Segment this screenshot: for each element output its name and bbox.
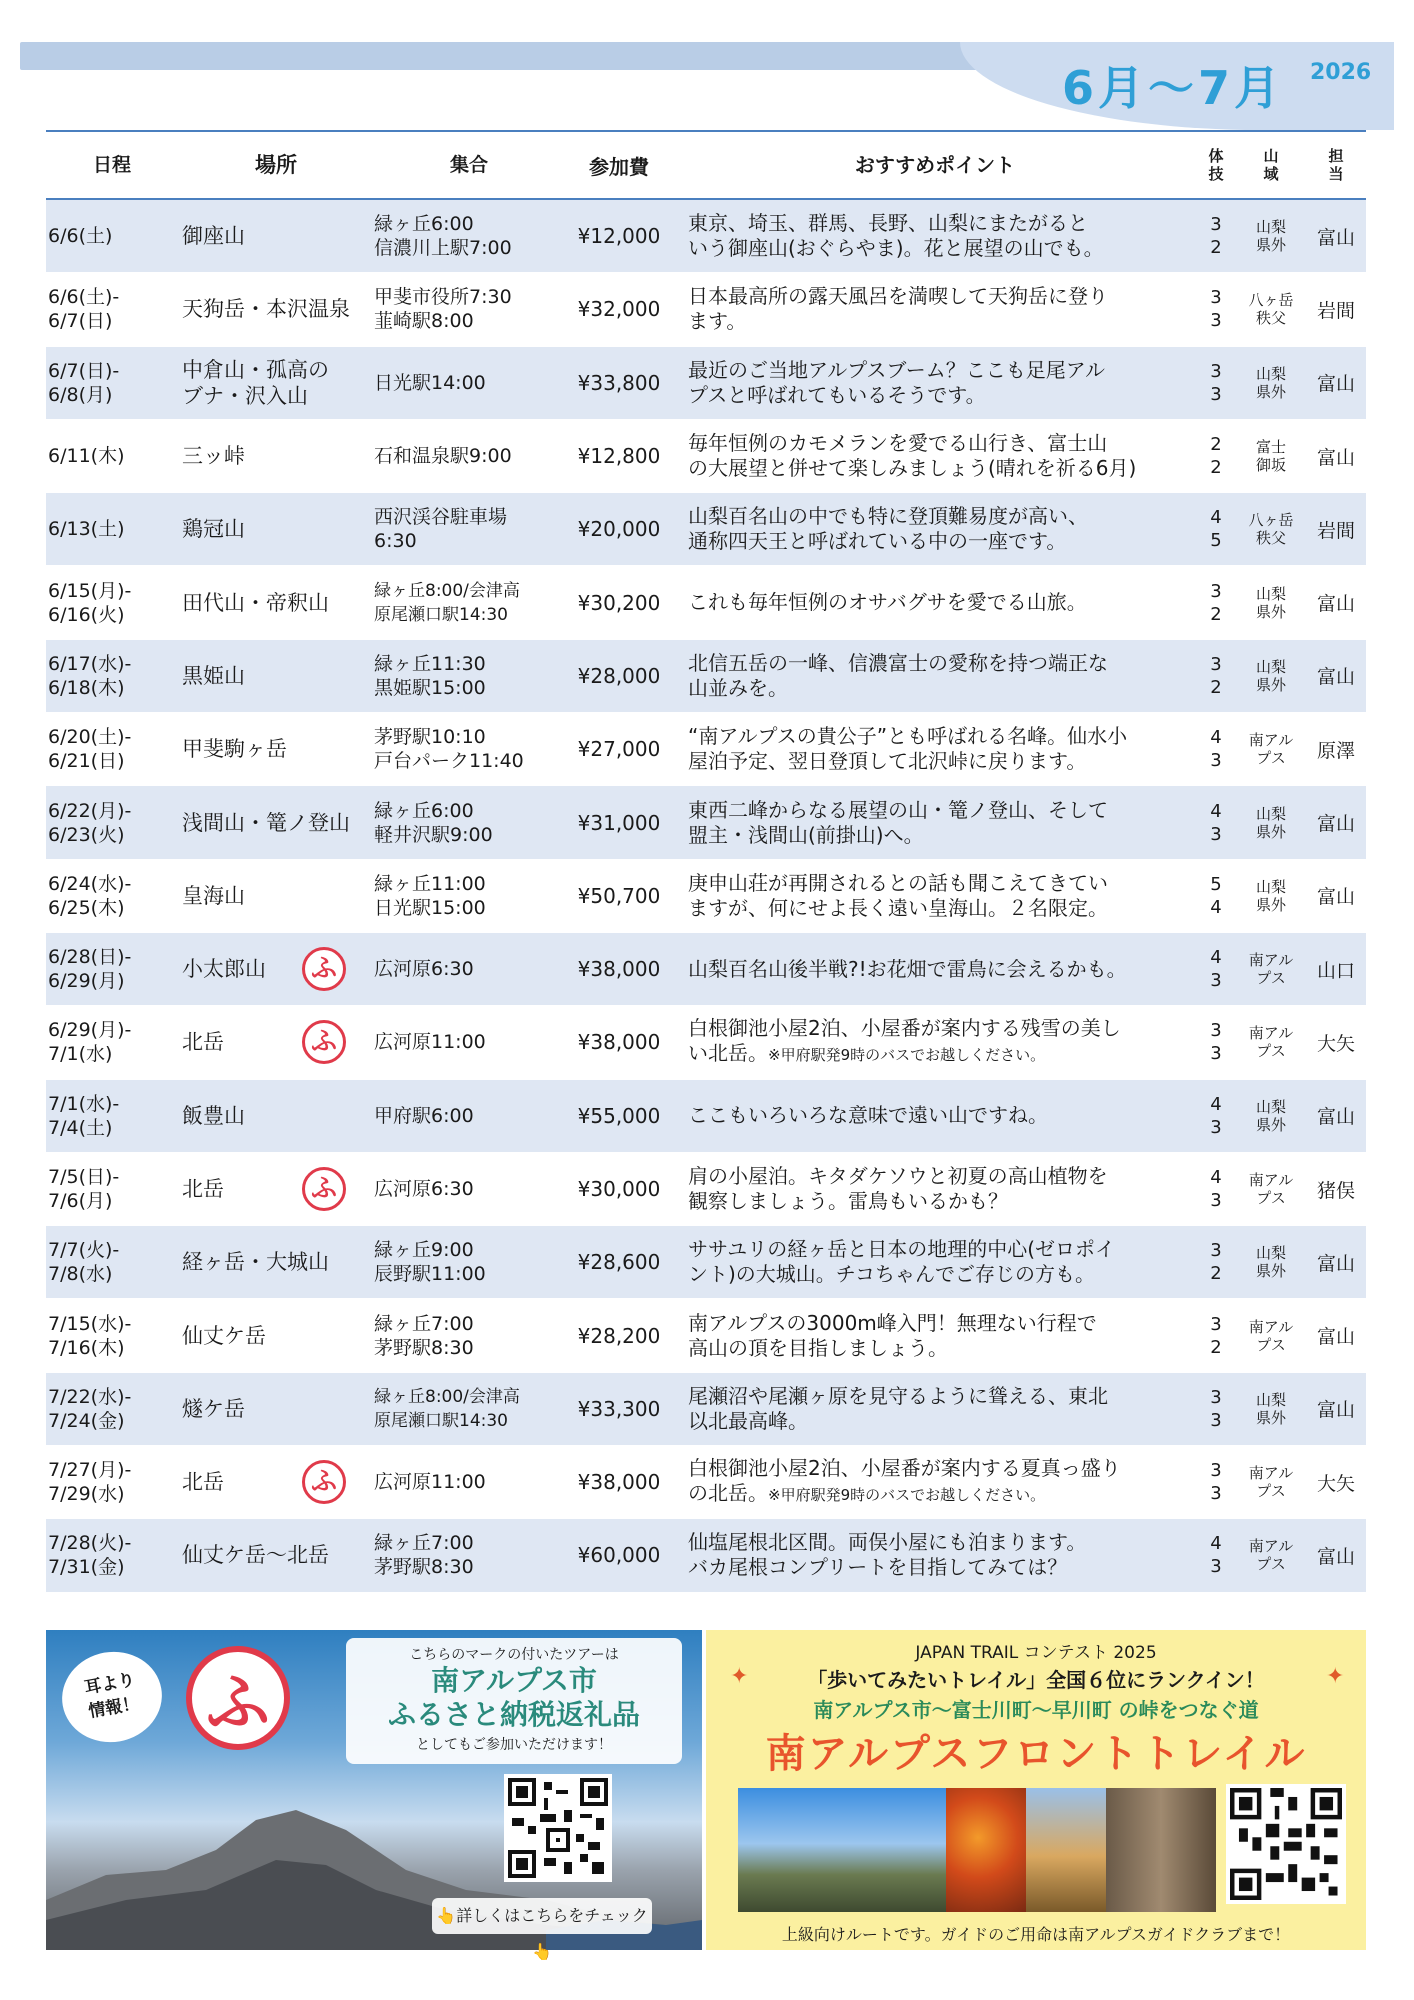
cell-meet: 広河原11:00 (374, 1471, 486, 1494)
cell-place (178, 566, 374, 638)
table-row (46, 347, 1366, 420)
cell-fee: ¥20,000 (577, 517, 661, 542)
cell-fee: ¥38,000 (577, 1470, 661, 1495)
table-row (46, 860, 1366, 933)
cell-fee: ¥28,600 (577, 1250, 661, 1275)
cell-difficulty: 3 3 (1210, 360, 1222, 405)
table-row (46, 640, 1366, 713)
trail-photo-autumn (946, 1788, 1026, 1912)
trail-footer: 上級向けルートです。ガイドのご用命は南アルプスガイドクラブまで！ (781, 1925, 1291, 1944)
cell-difficulty: 4 5 (1210, 507, 1222, 552)
cell-point: 南アルプスの3000m峰入門！無理ない行程で 高山の頂を目指しましょう。 (688, 1310, 1097, 1360)
place-name: 黒姫山 (182, 663, 245, 688)
cell-point: ここもいろいろな意味で遠い山ですね。 (688, 1103, 1048, 1128)
place-name: 北岳 (182, 1177, 224, 1201)
cell-staff: 山口 (1316, 959, 1355, 982)
place-name: 飯豊山 (182, 1103, 245, 1128)
table-row (46, 1299, 1366, 1372)
cell-date: 6/28(日)- 6/29(月) (48, 946, 132, 993)
cell-difficulty: 3 3 (1210, 1020, 1222, 1065)
cell-place (178, 1446, 374, 1518)
place-name: 天狗岳・本沢温泉 (182, 297, 350, 322)
table-row (46, 566, 1366, 639)
cell-meet: 広河原11:00 (374, 1031, 486, 1054)
cell-fee: ¥60,000 (577, 1543, 661, 1568)
cell-area: 南アル プス (1248, 731, 1294, 768)
cell-place (178, 1519, 374, 1591)
cell-meet: 緑ヶ丘7:00 茅野駅8:30 (374, 1532, 474, 1579)
cell-place (178, 1299, 374, 1371)
cell-point: 山梨百名山の中でも特に登頂難易度が高い、 通称四天王と呼ばれている中の一座です。 (688, 504, 1088, 554)
col-place: 場所 (255, 153, 297, 177)
cell-difficulty: 2 2 (1210, 434, 1222, 479)
cell-fee: ¥30,200 (577, 590, 661, 615)
qr-icon (508, 1778, 608, 1878)
col-meet: 集合 (449, 154, 488, 176)
cell-meet: 西沢渓谷駐車場 6:30 (374, 506, 508, 553)
cell-point: 山梨百名山後半戦?!お花畑で雷鳥に会えるかも。 (688, 956, 1127, 981)
cell-date: 7/7(火)- 7/8(水) (48, 1239, 120, 1286)
year-label: 2026 (1310, 60, 1372, 85)
furusato-text-box (346, 1638, 682, 1764)
cell-staff: 富山 (1316, 1326, 1355, 1349)
cell-area: 山梨 県外 (1255, 584, 1286, 621)
cell-place (178, 347, 374, 419)
cell-staff: 猪俣 (1316, 1179, 1355, 1202)
cell-point: 東京、埼玉、群馬、長野、山梨にまたがると いう御座山(おぐらやま)。花と展望の山でも。 (688, 211, 1104, 261)
cell-staff: 富山 (1316, 1252, 1355, 1275)
info-bubble: 耳より 情報！ (55, 1644, 169, 1750)
col-date: 日程 (92, 154, 131, 176)
cell-area: 八ヶ岳 秩父 (1248, 291, 1294, 328)
cell-date: 7/28(火)- 7/31(金) (48, 1532, 132, 1579)
cell-point: ササユリの経ヶ岳と日本の地理的中心(ゼロポイ ント)の大城山。チコちゃんでご存じの方も。 (688, 1237, 1116, 1287)
cell-place (178, 786, 374, 858)
cell-place (178, 420, 374, 492)
point-note: ※甲府駅発9時のバスでお越しください。 (768, 1046, 1046, 1065)
table-row (46, 1006, 1366, 1079)
cell-date: 6/6(土) (48, 225, 113, 248)
cell-area: 南アル プス (1248, 1024, 1294, 1061)
cell-point: 仙塩尾根北区間。両俣小屋にも泊まります。 バカ尾根コンプリートを目指してみては？ (688, 1530, 1087, 1580)
cell-meet: 緑ヶ丘8:00/会津高 原尾瀬口駅14:30 (374, 580, 520, 625)
schedule-table (46, 130, 1366, 1593)
cell-staff: 富山 (1316, 886, 1355, 909)
cell-meet: 緑ヶ丘7:00 茅野駅8:30 (374, 1312, 474, 1359)
cell-area: 山梨 県外 (1255, 657, 1286, 694)
col-area: 山 域 (1263, 147, 1279, 183)
month-title: 6月〜7月 (1062, 61, 1285, 115)
place-name: 鶏冠山 (182, 517, 245, 542)
cell-point: 北信五岳の一峰、信濃富士の愛称を持つ端正な 山並みを。 (688, 650, 1108, 700)
cell-place (178, 860, 374, 932)
cell-date: 6/11(木) (48, 445, 125, 468)
place-name: 燧ケ岳 (182, 1396, 245, 1421)
cell-staff: 富山 (1316, 226, 1355, 249)
table-row (46, 1080, 1366, 1153)
cell-difficulty: 3 2 (1210, 1240, 1222, 1285)
cell-area: 南アル プス (1248, 951, 1294, 988)
cell-place (178, 713, 374, 785)
table-row (46, 1226, 1366, 1299)
cell-fee: ¥33,300 (577, 1396, 661, 1421)
cell-staff: 富山 (1316, 373, 1355, 396)
cell-place (178, 1226, 374, 1298)
cell-meet: 緑ヶ丘9:00 辰野駅11:00 (374, 1239, 486, 1286)
cell-difficulty: 3 2 (1210, 1313, 1222, 1358)
cell-fee: ¥27,000 (577, 737, 661, 762)
cell-point: 白根御池小屋2泊、小屋番が案内する残雪の美し い北岳。※甲府駅発9時のバスでお越しください。 (688, 1016, 1121, 1066)
cell-place (178, 1080, 374, 1152)
cell-fee: ¥55,000 (577, 1103, 661, 1128)
cell-fee: ¥31,000 (577, 810, 661, 835)
cell-fee: ¥33,800 (577, 370, 661, 395)
point-note: ※甲府駅発9時のバスでお越しください。 (768, 1486, 1046, 1505)
party-popper-icon: ✦ (730, 1664, 749, 1689)
cell-point: 肩の小屋泊。キタダケソウと初夏の高山植物を 観察しましょう。雷鳥もいるかも？ (688, 1164, 1108, 1213)
cell-staff: 岩間 (1316, 519, 1355, 542)
place-name: 仙丈ケ岳 (182, 1323, 266, 1348)
cell-staff: 富山 (1316, 1106, 1355, 1129)
place-name: 甲斐駒ヶ岳 (182, 737, 287, 762)
table-body (46, 200, 1366, 1593)
cell-meet: 広河原6:30 (374, 1178, 474, 1200)
place-name: 北岳 (182, 1470, 224, 1495)
cell-meet: 茅野駅10:10 戸台パーク11:40 (374, 726, 524, 773)
cell-difficulty: 4 3 (1210, 727, 1222, 772)
trail-contest-label: JAPAN TRAIL コンテスト 2025 (915, 1643, 1157, 1663)
table-row (46, 1446, 1366, 1519)
cell-date: 6/22(月)- 6/23(火) (48, 799, 132, 846)
cell-meet: 石和温泉駅9:00 (374, 445, 512, 468)
cell-place (178, 640, 374, 712)
table-row (46, 200, 1366, 273)
place-name: 御座山 (182, 224, 245, 249)
cell-place (178, 200, 374, 272)
cell-area: 山梨 県外 (1255, 1390, 1286, 1427)
cell-point: “南アルプスの貴公子”とも呼ばれる名峰。仙水小 屋泊予定、翌日登頂して北沢峠に戻ります。 (688, 724, 1128, 774)
cell-date: 6/13(土) (48, 518, 125, 541)
cell-fee: ¥12,000 (577, 224, 661, 249)
cell-fee: ¥32,000 (577, 297, 661, 322)
table-row (46, 713, 1366, 786)
cell-fee: ¥38,000 (577, 957, 661, 982)
cell-difficulty: 5 4 (1210, 873, 1222, 918)
cell-place (178, 1006, 374, 1078)
cell-staff: 原澤 (1316, 739, 1355, 762)
cell-difficulty: 3 3 (1210, 287, 1222, 332)
cell-fee: ¥28,200 (577, 1323, 661, 1348)
cell-difficulty: 3 3 (1210, 1386, 1222, 1431)
cell-meet: 甲府駅6:00 (374, 1104, 474, 1127)
col-point: おすすめポイント (854, 152, 1016, 177)
cell-point: 尾瀬沼や尾瀬ヶ原を見守るように聳える、東北 以北最高峰。 (688, 1383, 1108, 1433)
cell-staff: 富山 (1316, 1545, 1355, 1568)
cell-area: 山梨 県外 (1255, 218, 1286, 255)
cell-fee: ¥12,800 (577, 444, 661, 469)
cell-area: 八ヶ岳 秩父 (1248, 511, 1294, 548)
party-popper-icon: ✦ (1326, 1664, 1345, 1689)
cell-point: 東西二峰からなる展望の山・篭ノ登山、そして 盟主・浅間山(前掛山)へ。 (688, 797, 1108, 847)
place-name: 三ッ峠 (182, 444, 245, 469)
cell-point: 白根御池小屋2泊、小屋番が案内する夏真っ盛り の北岳。※甲府駅発9時のバスでお越しください。 (688, 1456, 1121, 1506)
cell-date: 7/27(月)- 7/29(水) (48, 1459, 132, 1506)
table-row (46, 933, 1366, 1006)
cell-fee: ¥28,000 (577, 663, 661, 688)
cell-area: 南アル プス (1248, 1537, 1294, 1574)
cell-date: 6/24(水)- 6/25(木) (48, 872, 132, 919)
table-row (46, 1519, 1366, 1592)
cell-area: 山梨 県外 (1255, 1097, 1286, 1134)
cell-date: 6/7(日)- 6/8(月) (48, 359, 120, 406)
col-staff: 担 当 (1328, 147, 1344, 183)
cell-difficulty: 3 2 (1210, 653, 1222, 698)
trail-route-label: 南アルプス市〜富士川町〜早川町 の峠をつなぐ道 (813, 1698, 1259, 1722)
cell-point: 毎年恒例のカモメランを愛でる山行き、富士山 の大展望と併せて楽しみましょう(晴れを祈る6月) (688, 431, 1137, 481)
furusato-title-2: ふるさと納税返礼品 (387, 1698, 640, 1731)
cell-date: 6/15(月)- 6/16(火) (48, 579, 132, 626)
trail-qr-code[interactable] (1226, 1784, 1346, 1904)
cell-area: 山梨 県外 (1255, 1244, 1286, 1281)
trail-banner (706, 1630, 1366, 1950)
cell-date: 6/17(水)- 6/18(木) (48, 652, 132, 699)
cell-difficulty: 3 2 (1210, 580, 1222, 625)
cell-fee: ¥30,000 (577, 1177, 661, 1201)
table-header (46, 132, 1366, 200)
cell-point: 庚申山荘が再開されるとの話も聞こえてきてい ますが、何にせよ長く遠い皇海山。２名限定。 (688, 870, 1108, 920)
trail-title: 南アルプスフロントトレイル (765, 1731, 1307, 1777)
cell-point: これも毎年恒例のオサバグサを愛でる山旅。 (688, 590, 1087, 615)
cell-meet: 緑ヶ丘8:00/会津高 原尾瀬口駅14:30 (374, 1386, 520, 1431)
cell-staff: 富山 (1316, 1399, 1355, 1422)
cell-staff: 富山 (1316, 666, 1355, 689)
cell-meet: 日光駅14:00 (374, 371, 486, 394)
cell-date: 7/22(水)- 7/24(金) (48, 1385, 132, 1432)
cell-fee: ¥38,000 (577, 1030, 661, 1055)
cell-difficulty: 3 2 (1210, 214, 1222, 259)
place-name: 皇海山 (182, 883, 245, 908)
cell-difficulty: 4 3 (1210, 800, 1222, 845)
check-details-button[interactable]: 👆詳しくはこちらをチェック👆 (432, 1898, 652, 1934)
cell-area: 山梨 県外 (1255, 804, 1286, 841)
cell-area: 南アル プス (1248, 1317, 1294, 1354)
trail-photo-mountain (738, 1788, 946, 1912)
cell-place (178, 933, 374, 1005)
cell-difficulty: 4 3 (1210, 947, 1222, 992)
furusato-qr-code[interactable] (504, 1774, 612, 1882)
furusato-mark-icon: ふ (302, 1020, 346, 1064)
cell-place (178, 493, 374, 565)
place-name: 経ヶ岳・大城山 (182, 1250, 329, 1275)
table-row (46, 1153, 1366, 1226)
place-name: 小太郎山 (182, 957, 266, 982)
cell-area: 南アル プス (1248, 1464, 1294, 1501)
cell-staff: 富山 (1316, 813, 1355, 836)
table-row (46, 420, 1366, 493)
place-name: 中倉山・孤高の ブナ・沢入山 (182, 357, 329, 408)
cell-date: 7/1(水)- 7/4(土) (48, 1092, 120, 1139)
trail-photo-trees (1106, 1788, 1216, 1912)
cell-difficulty: 4 3 (1210, 1093, 1222, 1138)
table-row (46, 273, 1366, 346)
col-diff: 体 技 (1208, 147, 1224, 183)
cell-fee: ¥50,700 (577, 883, 661, 908)
cell-area: 富士 御坂 (1255, 438, 1286, 475)
furusato-banner (46, 1630, 702, 1961)
cell-meet: 緑ヶ丘11:00 日光駅15:00 (374, 872, 486, 919)
col-fee: 参加費 (589, 154, 649, 179)
cell-date: 6/29(月)- 7/1(水) (48, 1019, 132, 1066)
cell-meet: 緑ヶ丘6:00 信濃川上駅7:00 (374, 213, 512, 260)
cell-difficulty: 4 3 (1210, 1167, 1222, 1211)
cell-place (178, 1373, 374, 1445)
furusato-mark-icon: ふ (186, 1646, 290, 1750)
cell-difficulty: 4 3 (1210, 1533, 1222, 1578)
cell-staff: 大矢 (1316, 1472, 1355, 1495)
cell-meet: 緑ヶ丘6:00 軽井沢駅9:00 (374, 799, 493, 846)
cell-date: 6/20(土)- 6/21(日) (48, 726, 132, 773)
furusato-small-top: こちらのマークの付いたツアーは (409, 1647, 619, 1663)
cell-date: 7/15(水)- 7/16(木) (48, 1312, 132, 1359)
cell-area: 山梨 県外 (1255, 364, 1286, 401)
cell-point: 日本最高所の露天風呂を満喫して天狗岳に登り ます。 (688, 284, 1108, 334)
place-name: 浅間山・篭ノ登山 (182, 810, 350, 835)
cell-date: 7/5(日)- 7/6(月) (48, 1166, 120, 1212)
furusato-mark-icon: ふ (302, 1167, 346, 1211)
cell-staff: 岩間 (1316, 299, 1355, 322)
cell-meet: 緑ヶ丘11:30 黒姫駅15:00 (374, 652, 486, 699)
table-row (46, 786, 1366, 859)
cell-place (178, 273, 374, 345)
furusato-small-bottom: としてもご参加いただけます！ (416, 1737, 612, 1753)
cell-area: 南アル プス (1248, 1171, 1294, 1207)
table-row (46, 1373, 1366, 1446)
cell-point: 最近のご当地アルプスブーム？ここも足尾アル プスと呼ばれてもいるそうです。 (688, 357, 1105, 407)
cell-meet: 甲斐市役所7:30 韮崎駅8:00 (374, 286, 512, 333)
cell-staff: 富山 (1316, 446, 1355, 469)
table-row (46, 493, 1366, 566)
furusato-mark-icon: ふ (302, 947, 346, 991)
cell-meet: 広河原6:30 (374, 958, 474, 981)
place-name: 田代山・帝釈山 (182, 590, 329, 615)
place-name: 仙丈ケ岳〜北岳 (182, 1543, 329, 1568)
furusato-title-1: 南アルプス市 (431, 1664, 597, 1697)
cell-staff: 大矢 (1316, 1032, 1355, 1055)
cell-place (178, 1153, 374, 1225)
trail-rank-label: 「歩いてみたいトレイル」全国６位にランクイン！ (807, 1668, 1265, 1692)
cell-staff: 富山 (1316, 593, 1355, 616)
cell-area: 山梨 県外 (1255, 877, 1286, 914)
qr-icon (1230, 1788, 1342, 1900)
place-name: 北岳 (182, 1030, 224, 1055)
furusato-mark-icon: ふ (302, 1460, 346, 1504)
cell-difficulty: 3 3 (1210, 1460, 1222, 1505)
cell-date: 6/6(土)- 6/7(日) (48, 286, 120, 333)
